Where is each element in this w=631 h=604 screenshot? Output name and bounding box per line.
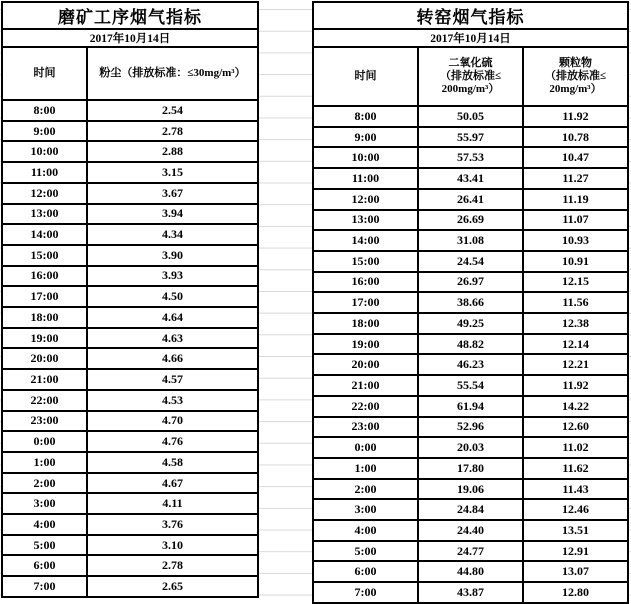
table-date: 2017年10月14日 xyxy=(3,30,257,48)
so2-value-cell: 44.80 xyxy=(417,562,522,581)
table-row xyxy=(314,374,627,395)
table-row xyxy=(3,575,257,596)
so2-value-cell: 55.54 xyxy=(417,376,522,395)
pm-value-cell: 12.60 xyxy=(522,418,627,437)
dust-value-cell: 2.88 xyxy=(86,142,257,161)
time-cell: 15:00 xyxy=(30,247,59,262)
time-cell: 11:00 xyxy=(351,170,380,185)
so2-value-cell: 24.54 xyxy=(417,252,522,271)
pm-value-cell: 12.15 xyxy=(522,273,627,292)
time-cell: 12:00 xyxy=(351,191,380,206)
table-row xyxy=(3,285,257,306)
table-row xyxy=(314,146,627,167)
time-cell: 1:00 xyxy=(33,454,56,469)
pm-value-cell: 11.43 xyxy=(522,480,627,499)
dust-value-cell: 4.70 xyxy=(86,412,257,431)
table-row xyxy=(314,229,627,250)
table-row xyxy=(314,250,627,271)
so2-value-cell: 61.94 xyxy=(417,397,522,416)
time-cell: 11:00 xyxy=(30,164,59,179)
pm-value-cell: 11.92 xyxy=(522,107,627,126)
table-row xyxy=(314,519,627,540)
so2-value-cell: 26.41 xyxy=(417,190,522,209)
time-cell: 18:00 xyxy=(351,315,380,330)
table-row xyxy=(314,416,627,437)
time-cell: 20:00 xyxy=(351,357,380,372)
dust-value-cell: 4.58 xyxy=(86,453,257,472)
table-body xyxy=(314,105,627,602)
header-line: 20mg/m³） xyxy=(549,83,602,95)
dust-value-cell: 2.78 xyxy=(86,122,257,141)
table-row xyxy=(3,513,257,534)
grinding-flue-gas-table xyxy=(1,1,259,598)
dust-value-cell: 4.53 xyxy=(86,391,257,410)
dust-value-cell: 3.93 xyxy=(86,267,257,286)
time-cell: 6:00 xyxy=(354,564,377,579)
so2-value-cell: 24.77 xyxy=(417,542,522,561)
dust-value-cell: 3.10 xyxy=(86,536,257,555)
time-cell: 19:00 xyxy=(351,336,380,351)
time-cell: 14:00 xyxy=(351,233,380,248)
pm-value-cell: 11.27 xyxy=(522,169,627,188)
time-cell: 4:00 xyxy=(33,516,56,531)
so2-value-cell: 43.41 xyxy=(417,169,522,188)
table-row xyxy=(314,540,627,561)
table-row xyxy=(314,126,627,147)
time-cell: 12:00 xyxy=(30,185,59,200)
dust-value-cell: 2.65 xyxy=(86,577,257,596)
time-cell: 9:00 xyxy=(33,123,56,138)
table-date: 2017年10月14日 xyxy=(314,30,627,48)
table-row xyxy=(3,99,257,120)
table-row xyxy=(3,120,257,141)
dust-column-header: 粉尘（排放标准：≤30mg/m³） xyxy=(86,48,257,99)
time-cell: 0:00 xyxy=(33,434,56,449)
table-row xyxy=(3,451,257,472)
table-row xyxy=(3,265,257,286)
dust-value-cell: 4.11 xyxy=(86,494,257,513)
pm-value-cell: 12.80 xyxy=(522,583,627,602)
time-column-header: 时间 xyxy=(354,70,377,82)
time-cell: 4:00 xyxy=(354,522,377,537)
pm-value-cell: 12.46 xyxy=(522,500,627,519)
table-row xyxy=(3,368,257,389)
header-line: （排放标准≤ xyxy=(439,70,502,82)
time-cell: 0:00 xyxy=(354,440,377,455)
table-row xyxy=(314,291,627,312)
so2-value-cell: 52.96 xyxy=(417,418,522,437)
table-row xyxy=(314,395,627,416)
pm-value-cell: 12.21 xyxy=(522,355,627,374)
time-cell: 1:00 xyxy=(354,460,377,475)
time-cell: 3:00 xyxy=(33,496,56,511)
table-row xyxy=(3,161,257,182)
time-cell: 7:00 xyxy=(354,585,377,600)
so2-value-cell: 19.06 xyxy=(417,480,522,499)
table-row xyxy=(3,534,257,555)
table-row xyxy=(3,430,257,451)
pm-value-cell: 11.19 xyxy=(522,190,627,209)
table-row xyxy=(314,353,627,374)
pm-value-cell: 12.38 xyxy=(522,314,627,333)
table-row xyxy=(3,389,257,410)
pm-value-cell: 13.07 xyxy=(522,562,627,581)
time-cell: 13:00 xyxy=(351,212,380,227)
time-cell: 23:00 xyxy=(30,413,59,428)
table-row xyxy=(3,410,257,431)
table-header-row xyxy=(3,48,257,99)
so2-value-cell: 17.80 xyxy=(417,459,522,478)
time-cell: 9:00 xyxy=(354,129,377,144)
pm-value-cell: 11.02 xyxy=(522,438,627,457)
so2-value-cell: 46.23 xyxy=(417,355,522,374)
so2-value-cell: 48.82 xyxy=(417,335,522,354)
dust-value-cell: 3.67 xyxy=(86,184,257,203)
dust-value-cell: 4.50 xyxy=(86,287,257,306)
time-cell: 17:00 xyxy=(351,295,380,310)
so2-value-cell: 50.05 xyxy=(417,107,522,126)
pm-value-cell: 11.07 xyxy=(522,211,627,230)
pm-value-cell: 14.22 xyxy=(522,397,627,416)
table-row xyxy=(314,581,627,602)
time-cell: 16:00 xyxy=(30,268,59,283)
table-row xyxy=(314,167,627,188)
dust-value-cell: 3.94 xyxy=(86,205,257,224)
table-row xyxy=(314,333,627,354)
dust-value-cell: 3.90 xyxy=(86,246,257,265)
table-row xyxy=(3,223,257,244)
time-cell: 5:00 xyxy=(33,537,56,552)
table-row xyxy=(314,105,627,126)
so2-value-cell: 31.08 xyxy=(417,231,522,250)
time-cell: 20:00 xyxy=(30,351,59,366)
time-cell: 17:00 xyxy=(30,289,59,304)
time-cell: 8:00 xyxy=(354,108,377,123)
table-title: 磨矿工序烟气指标 xyxy=(3,3,257,30)
time-cell: 23:00 xyxy=(351,419,380,434)
time-cell: 22:00 xyxy=(30,392,59,407)
header-line: 200mg/m³） xyxy=(441,83,500,95)
time-cell: 22:00 xyxy=(351,398,380,413)
time-cell: 19:00 xyxy=(30,330,59,345)
pm-value-cell: 10.78 xyxy=(522,128,627,147)
table-row xyxy=(3,244,257,265)
table-row xyxy=(314,312,627,333)
dust-value-cell: 4.66 xyxy=(86,349,257,368)
header-line: 颗粒物 xyxy=(559,57,592,69)
time-cell: 10:00 xyxy=(30,144,59,159)
header-line: 二氧化硫 xyxy=(448,57,493,69)
table-row xyxy=(3,306,257,327)
table-row xyxy=(3,327,257,348)
time-column-header: 时间 xyxy=(33,67,56,79)
time-cell: 6:00 xyxy=(33,558,56,573)
pm-value-cell: 11.56 xyxy=(522,293,627,312)
time-cell: 5:00 xyxy=(354,543,377,558)
table-row xyxy=(314,271,627,292)
pm-value-cell: 11.92 xyxy=(522,376,627,395)
dust-value-cell: 4.63 xyxy=(86,329,257,348)
time-cell: 21:00 xyxy=(30,371,59,386)
header-line: （排放标准≤ xyxy=(544,70,607,82)
table-row xyxy=(3,472,257,493)
dust-value-cell: 2.54 xyxy=(86,101,257,120)
pm-column-header xyxy=(522,48,627,105)
time-cell: 2:00 xyxy=(33,475,56,490)
dust-value-cell: 3.76 xyxy=(86,515,257,534)
dust-value-cell: 4.34 xyxy=(86,225,257,244)
table-row xyxy=(314,188,627,209)
dust-value-cell: 3.15 xyxy=(86,163,257,182)
time-cell: 18:00 xyxy=(30,309,59,324)
so2-value-cell: 55.97 xyxy=(417,128,522,147)
pm-value-cell: 12.14 xyxy=(522,335,627,354)
time-cell: 15:00 xyxy=(351,253,380,268)
time-cell: 14:00 xyxy=(30,227,59,242)
pm-value-cell: 10.91 xyxy=(522,252,627,271)
table-row xyxy=(3,347,257,368)
pm-value-cell: 10.93 xyxy=(522,231,627,250)
table-row xyxy=(314,560,627,581)
so2-value-cell: 24.40 xyxy=(417,521,522,540)
so2-value-cell: 43.87 xyxy=(417,583,522,602)
table-header-row xyxy=(314,48,627,105)
so2-value-cell: 49.25 xyxy=(417,314,522,333)
time-cell: 21:00 xyxy=(351,377,380,392)
table-row xyxy=(314,498,627,519)
dust-value-cell: 4.67 xyxy=(86,474,257,493)
table-row xyxy=(3,492,257,513)
rotary-kiln-flue-gas-table xyxy=(312,1,629,604)
table-row xyxy=(314,457,627,478)
so2-value-cell: 26.97 xyxy=(417,273,522,292)
so2-column-header xyxy=(417,48,522,105)
time-cell: 8:00 xyxy=(33,102,56,117)
table-row xyxy=(3,554,257,575)
time-cell: 3:00 xyxy=(354,502,377,517)
so2-value-cell: 57.53 xyxy=(417,148,522,167)
table-body xyxy=(3,99,257,596)
time-cell: 16:00 xyxy=(351,274,380,289)
so2-value-cell: 38.66 xyxy=(417,293,522,312)
table-row xyxy=(314,209,627,230)
dust-value-cell: 2.78 xyxy=(86,556,257,575)
dust-value-cell: 4.57 xyxy=(86,370,257,389)
table-row xyxy=(314,478,627,499)
table-row xyxy=(314,436,627,457)
pm-value-cell: 11.62 xyxy=(522,459,627,478)
pm-value-cell: 12.91 xyxy=(522,542,627,561)
time-cell: 7:00 xyxy=(33,579,56,594)
time-cell: 13:00 xyxy=(30,206,59,221)
table-row xyxy=(3,140,257,161)
table-row xyxy=(3,182,257,203)
time-cell: 2:00 xyxy=(354,481,377,496)
dust-value-cell: 4.76 xyxy=(86,432,257,451)
dust-value-cell: 4.64 xyxy=(86,308,257,327)
table-title: 转窑烟气指标 xyxy=(314,3,627,30)
time-cell: 10:00 xyxy=(351,150,380,165)
pm-value-cell: 13.51 xyxy=(522,521,627,540)
so2-value-cell: 20.03 xyxy=(417,438,522,457)
so2-value-cell: 26.69 xyxy=(417,211,522,230)
so2-value-cell: 24.84 xyxy=(417,500,522,519)
pm-value-cell: 10.47 xyxy=(522,148,627,167)
table-row xyxy=(3,203,257,224)
